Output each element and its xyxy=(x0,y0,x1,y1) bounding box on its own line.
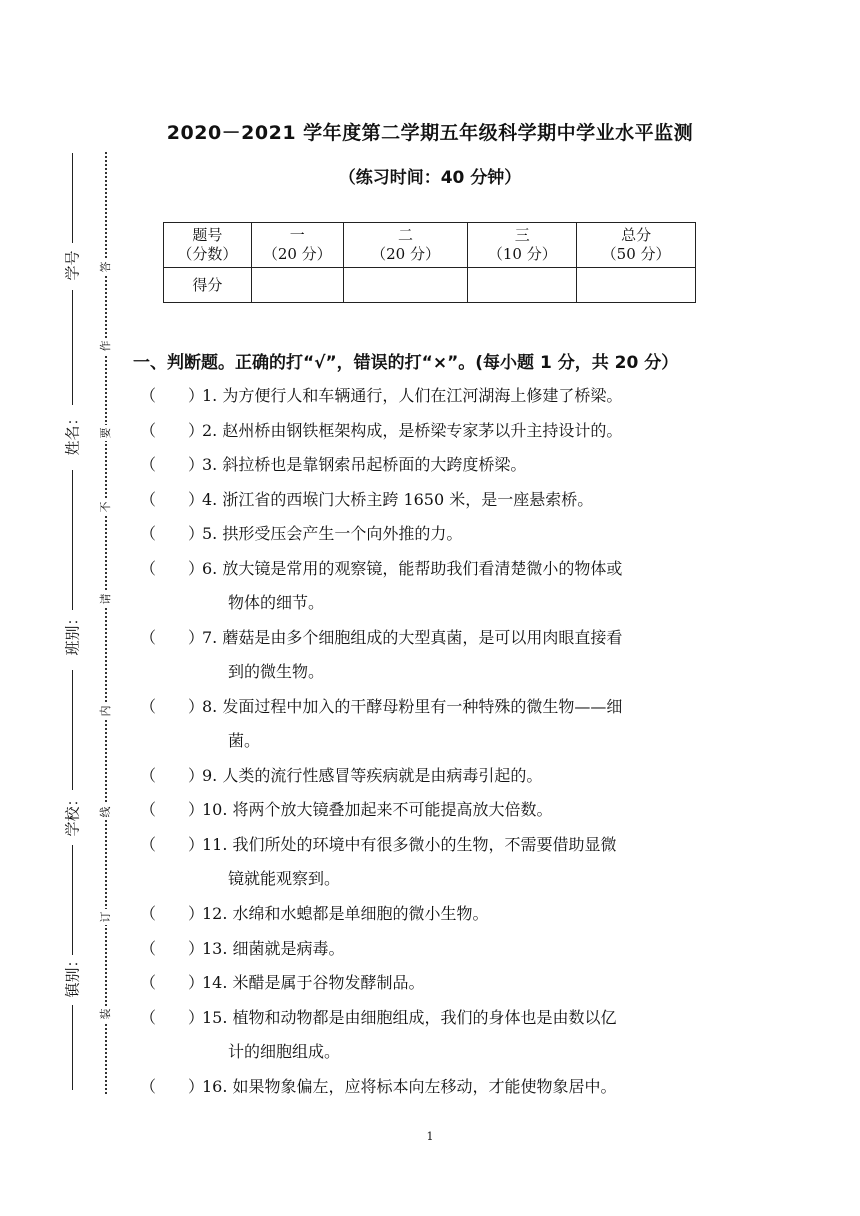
question-item xyxy=(140,483,732,517)
question-text: 9. 人类的流行性感冒等疾病就是由病毒引起的。 xyxy=(202,766,543,785)
question-text: 2. 赵州桥由钢铁框架构成，是桥梁专家茅以升主持设计的。 xyxy=(202,421,623,440)
score-cell-label: 题号 （分数） xyxy=(164,223,252,268)
question-text-continued: 镜就能观察到。 xyxy=(228,869,341,888)
question-text: 11. 我们所处的环境中有很多微小的生物，不需要借助显微 xyxy=(202,835,617,854)
score-cell-part3: 三 （10 分） xyxy=(468,223,577,268)
question-text: 1. 为方便行人和车辆通行，人们在江河湖海上修建了桥梁。 xyxy=(202,386,623,405)
answer-blank[interactable]: （ ） xyxy=(140,1008,205,1027)
score-cell-part1: 一 （20 分） xyxy=(251,223,343,268)
seal-char: 请 xyxy=(97,591,115,607)
answer-blank[interactable]: （ ） xyxy=(140,455,205,474)
score-table xyxy=(163,222,696,303)
answer-blank[interactable]: （ ） xyxy=(140,800,205,819)
question-text-continued: 物体的细节。 xyxy=(228,593,325,612)
question-item xyxy=(140,759,732,793)
seal-char: 要 xyxy=(97,425,115,441)
question-item xyxy=(140,966,732,1000)
exam-subtitle: （练习时间：40 分钟） xyxy=(338,168,522,188)
answer-blank[interactable]: （ ） xyxy=(140,421,205,440)
answer-blank[interactable]: （ ） xyxy=(140,1077,205,1096)
answer-blank[interactable]: （ ） xyxy=(140,939,205,958)
question-text: 14. 米醋是属于谷物发酵制品。 xyxy=(202,973,425,992)
question-item xyxy=(140,517,732,551)
question-text: 3. 斜拉桥也是靠钢索吊起桥面的大跨度桥梁。 xyxy=(202,455,527,474)
margin-field-name: 姓名： xyxy=(63,410,82,456)
score-blank-cell[interactable] xyxy=(343,268,468,303)
question-text-continued: 到的微生物。 xyxy=(228,662,325,681)
answer-blank[interactable]: （ ） xyxy=(140,386,205,405)
answer-blank[interactable]: （ ） xyxy=(140,559,205,578)
seal-char: 答 xyxy=(97,259,115,275)
question-item xyxy=(140,932,732,966)
answer-blank[interactable]: （ ） xyxy=(140,973,205,992)
question-item xyxy=(140,448,732,482)
seal-char: 线 xyxy=(97,804,115,820)
margin-field-student-id: 学号 xyxy=(63,250,82,281)
score-table-score-row xyxy=(164,268,696,303)
seal-char: 内 xyxy=(97,703,115,719)
answer-blank[interactable]: （ ） xyxy=(140,524,205,543)
margin-line xyxy=(72,470,73,610)
question-item xyxy=(140,414,732,448)
answer-blank[interactable]: （ ） xyxy=(140,697,205,716)
question-text: 8. 发面过程中加入的干酵母粉里有一种特殊的微生物——细 xyxy=(202,697,623,716)
exam-title: 2020－2021 学年度第二学期五年级科学期中学业水平监测 xyxy=(166,122,694,144)
score-row-label: 得分 xyxy=(164,268,252,303)
margin-line xyxy=(72,290,73,405)
question-text: 6. 放大镜是常用的观察镜，能帮助我们看清楚微小的物体或 xyxy=(202,559,623,578)
margin-line xyxy=(72,845,73,955)
margin-line xyxy=(72,1005,73,1090)
margin-field-class: 班别： xyxy=(63,610,82,656)
question-item xyxy=(140,379,732,413)
question-text: 10. 将两个放大镜叠加起来不可能提高放大倍数。 xyxy=(202,800,553,819)
question-item xyxy=(140,552,732,620)
answer-blank[interactable]: （ ） xyxy=(140,835,205,854)
answer-blank[interactable]: （ ） xyxy=(140,628,205,647)
answer-blank[interactable]: （ ） xyxy=(140,904,205,923)
margin-field-town: 镇别： xyxy=(63,952,82,998)
question-text-continued: 计的细胞组成。 xyxy=(228,1042,341,1061)
seal-char: 不 xyxy=(97,499,115,515)
page-number: 1 xyxy=(426,1130,434,1143)
score-blank-cell[interactable] xyxy=(468,268,577,303)
seal-char: 装 xyxy=(97,1006,115,1022)
question-text: 7. 蘑菇是由多个细胞组成的大型真菌，是可以用肉眼直接看 xyxy=(202,628,623,647)
question-item xyxy=(140,897,732,931)
seal-char: 作 xyxy=(97,338,115,354)
binding-dotted-line xyxy=(105,152,107,1094)
margin-field-school: 学校： xyxy=(63,791,82,837)
question-text-continued: 菌。 xyxy=(228,731,261,750)
question-text: 4. 浙江省的西堠门大桥主跨 1650 米，是一座悬索桥。 xyxy=(202,490,594,509)
score-cell-total: 总分 （50 分） xyxy=(577,223,696,268)
question-text: 13. 细菌就是病毒。 xyxy=(202,939,345,958)
answer-blank[interactable]: （ ） xyxy=(140,766,205,785)
score-blank-cell[interactable] xyxy=(251,268,343,303)
question-text: 15. 植物和动物都是由细胞组成，我们的身体也是由数以亿 xyxy=(202,1008,617,1027)
question-text: 16. 如果物象偏左，应将标本向左移动，才能使物象居中。 xyxy=(202,1077,617,1096)
score-blank-cell[interactable] xyxy=(577,268,696,303)
question-item xyxy=(140,793,732,827)
question-item xyxy=(140,1070,732,1104)
question-item xyxy=(140,621,732,689)
question-item xyxy=(140,828,732,896)
question-item xyxy=(140,690,732,758)
answer-blank[interactable]: （ ） xyxy=(140,490,205,509)
question-text: 12. 水绵和水螅都是单细胞的微小生物。 xyxy=(202,904,489,923)
score-cell-part2: 二 （20 分） xyxy=(343,223,468,268)
score-table-header-row xyxy=(164,223,696,268)
question-text: 5. 拱形受压会产生一个向外推的力。 xyxy=(202,524,463,543)
margin-line xyxy=(72,670,73,790)
seal-char: 订 xyxy=(97,909,115,925)
section-heading: 一、判断题。正确的打“√”，错误的打“×”。(每小题 1 分，共 20 分） xyxy=(133,353,679,373)
question-item xyxy=(140,1001,732,1069)
